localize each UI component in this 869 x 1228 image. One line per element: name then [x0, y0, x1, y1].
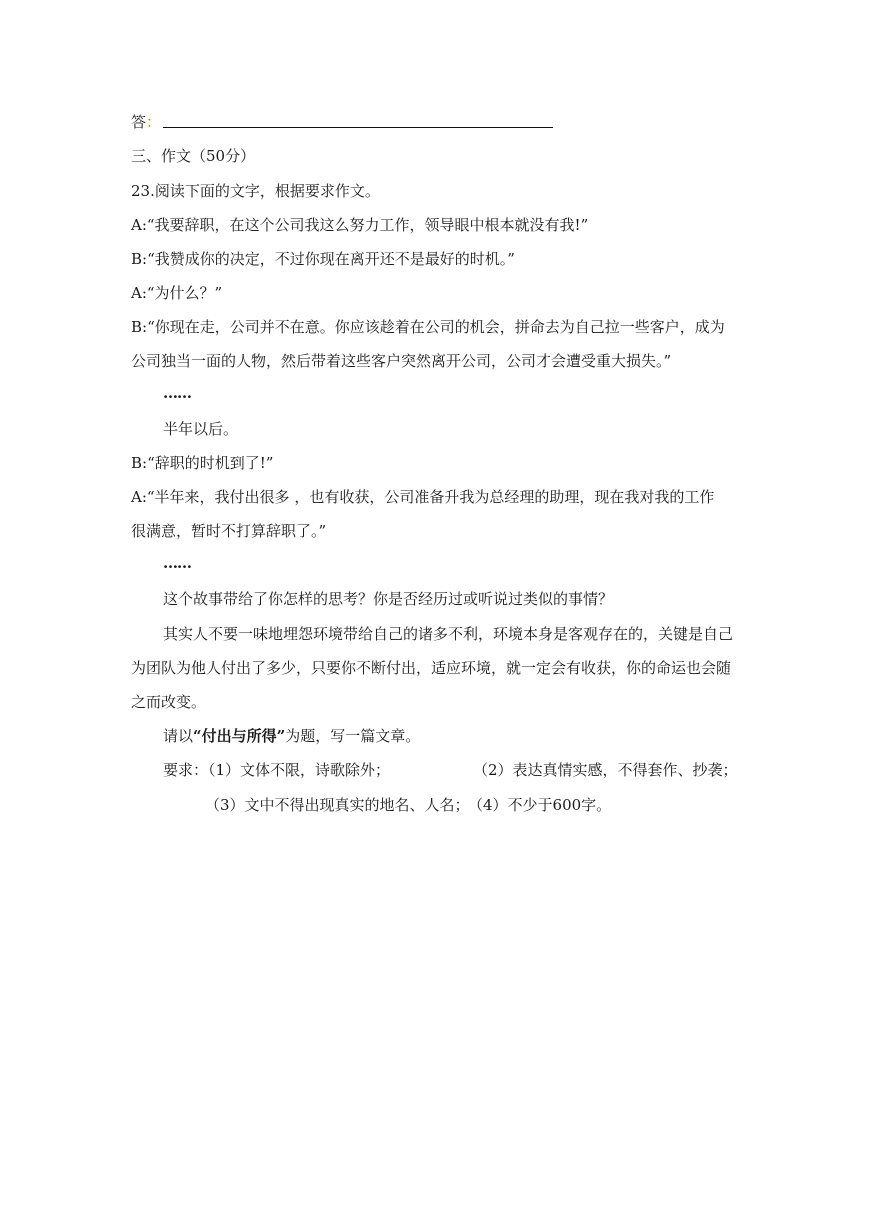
answer-blank-underline[interactable]	[163, 127, 553, 128]
dialogue-line: B:“你现在走，公司并不在意。你应该趁着在公司的机会，拼命去为自己拉一些客户，成为	[131, 318, 725, 336]
dialogue-line: B:“我赞成你的决定，不过你现在离开还不是最好的时机。”	[131, 250, 515, 268]
prompt-body-line: 之而改变。	[131, 693, 207, 711]
ellipsis: ……	[163, 554, 191, 572]
requirement-3: （3）文中不得出现真实的地名、人名；	[205, 796, 470, 814]
requirement-1: （1）文体不限，诗歌除外；	[208, 761, 391, 779]
title-instruction	[163, 726, 420, 746]
requirement-2: （2）表达真情实感，不得套作、抄袭；	[473, 761, 738, 779]
dialogue-line: 公司独当一面的人物，然后带着这些客户突然离开公司，公司才会遭受重大损失。”	[131, 352, 672, 370]
essay-title: “付出与所得”	[193, 727, 286, 745]
requirements-label: 要求：	[163, 761, 209, 779]
half-year-line: 半年以后。	[163, 420, 239, 438]
dialogue-line: A:“为什么？”	[131, 284, 223, 302]
answer-label: 答	[131, 113, 147, 131]
answer-line	[131, 112, 161, 132]
dialogue-line: A:“我要辞职，在这个公司我这么努力工作，领导眼中根本就没有我!”	[131, 216, 589, 234]
answer-colon: ：	[146, 113, 162, 131]
title-prefix: 请以	[163, 727, 194, 745]
ellipsis: ……	[163, 384, 191, 402]
title-suffix: 为题，写一篇文章。	[285, 727, 421, 745]
dialogue-line: A:“半年来，我付出很多 ，也有收获，公司准备升我为总经理的助理，现在我对我的工作	[131, 488, 715, 506]
dialogue-line: 很满意，暂时不打算辞职了。”	[131, 522, 327, 540]
prompt-body-line: 其实人不要一味地埋怨环境带给自己的诸多不利，环境本身是客观存在的，关键是自己	[163, 625, 734, 643]
prompt-body-line: 为团队为他人付出了多少，只要你不断付出，适应环境，就一定会有收获，你的命运也会随	[131, 659, 732, 677]
dialogue-line: B:“辞职的时机到了!”	[131, 454, 274, 472]
requirements-line	[163, 760, 390, 780]
section-title: 三、作文（50分）	[131, 147, 256, 165]
question-stem: 23.阅读下面的文字，根据要求作文。	[131, 182, 380, 200]
requirement-4: （4）不少于600字。	[468, 796, 612, 814]
prompt-question: 这个故事带给了你怎样的思考？你是否经历过或听说过类似的事情？	[163, 590, 614, 608]
